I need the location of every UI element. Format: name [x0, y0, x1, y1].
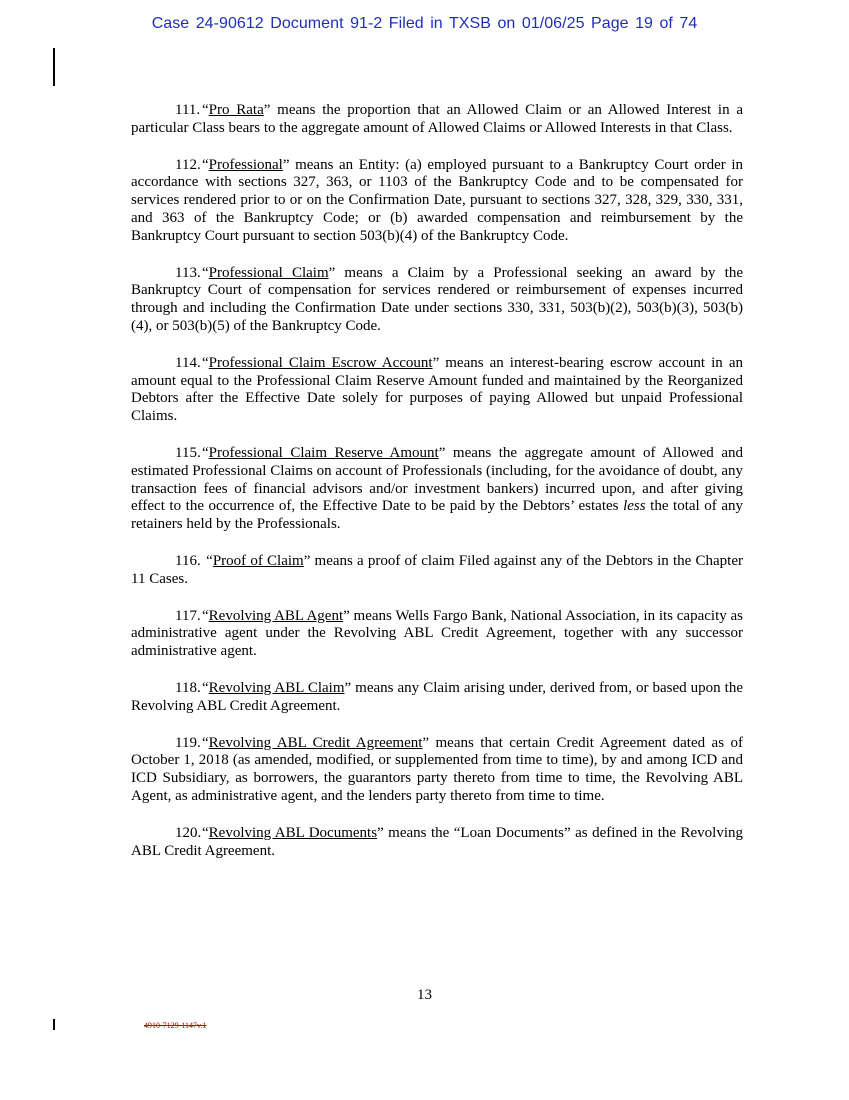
defined-term: Revolving ABL Claim	[208, 679, 345, 696]
case-header: Case 24-90612 Document 91-2 Filed in TXSB on 01/06/25 Page 19 of 74	[151, 15, 698, 32]
defined-term: Revolving ABL Credit Agreement	[208, 734, 423, 751]
defined-term: Pro Rata	[208, 102, 264, 118]
definition-text: ” means the proportion that an Allowed Claim or an Allowed Interest in a particular Class bears to the aggregate amount of Allowed Claims or Allowed Interests in that Class.	[131, 102, 744, 136]
definition-text: ” means the “Loan Documents” as defined in the Revolving ABL Credit Agreement.	[131, 824, 743, 859]
definition-paragraph: 115.“Professional Claim Reserve Amount” means the aggregate amount of Allowed and estimated Professional Claims on account of Professionals (including, for the avoidance of doubt, any transaction fees of financial advisors and/or investment bankers) incurred upon, and after giving effect to the occurrence of, the Effective Date to be paid by the Debtors’ estates less the total of any retainers held by the Professionals.	[131, 444, 743, 533]
definition-text-continued: the total of any retainers held by the Professionals.	[131, 498, 743, 533]
definition-text: ” means the aggregate amount of Allowed and estimated Professional Claims on account of Professionals (including, for the avoidance of doubt, any transaction fees of financial advisors and/or investment bankers) incurred upon, and after giving effect to the occurrence of, the Effective Date to be paid by the Debtors’ estates	[131, 444, 743, 515]
defined-term: Proof of Claim	[212, 552, 304, 569]
defined-term: Revolving ABL Agent	[208, 607, 344, 624]
paragraph-number: 116.	[175, 552, 201, 569]
page-number: 13	[417, 987, 432, 1003]
defined-term: Professional	[208, 156, 283, 173]
definition-paragraph: 113.“Professional Claim” means a Claim by a Professional seeking an award by the Bankruptcy Court of compensation for services rendered or reimbursement of expenses incurred through and including the Confirmation Date under sections 330, 331, 503(b)(2), 503(b)(3), 503(b)(4), or 503(b)(5) of the Bankruptcy Code.	[131, 264, 744, 334]
paragraph-number: 112.	[175, 156, 201, 173]
definition-paragraph: 120.“Revolving ABL Documents” means the “Loan Documents” as defined in the Revolving ABL Credit Agreement.	[131, 824, 743, 859]
definition-paragraph: 119.“Revolving ABL Credit Agreement” means that certain Credit Agreement dated as of October 1, 2018 (as amended, modified, or supplemented from time to time), by and among ICD and ICD Subsidiary, as borrowers, the guarantors party thereto from time to time, the Revolving ABL Agent, as administrative agent, and the lenders party thereto from time to time.	[131, 734, 743, 804]
change-bar-bottom	[53, 1019, 55, 1030]
definition-text: ” means any Claim arising under, derived from, or based upon the Revolving ABL Credit Agreement.	[131, 679, 743, 714]
definition-paragraph: 111. “Pro Rata” means the proportion that an Allowed Claim or an Allowed Interest in a particular Class bears to the aggregate amount of Allowed Claims or Allowed Interests in that Class.	[131, 102, 744, 136]
defined-term: Professional Claim Reserve Amount	[208, 444, 439, 461]
definition-paragraph: 117.“Revolving ABL Agent” means Wells Fargo Bank, National Association, in its capacity as administrative agent under the Revolving ABL Credit Agreement, together with any successor administrative agent.	[131, 607, 743, 660]
paragraph-number: 118.	[175, 679, 201, 696]
definition-text: ” means that certain Credit Agreement dated as of October 1, 2018 (as amended, modified, or supplemented from time to time), by and among ICD and ICD Subsidiary, as borrowers, the guarantors party thereto from time to time, the Revolving ABL Agent, as administrative agent, and the lenders party thereto from time to time.	[131, 734, 743, 804]
definition-paragraph: 116. “Proof of Claim” means a proof of claim Filed against any of the Debtors in the Chapter 11 Cases.	[131, 552, 743, 587]
paragraph-number: 114.	[175, 354, 201, 371]
definition-paragraph: 112.“Professional” means an Entity: (a) employed pursuant to a Bankruptcy Court order in accordance with sections 327, 363, or 1103 of the Bankruptcy Code and to be compensated for services rendered prior to or on the Confirmation Date, pursuant to sections 327, 328, 329, 330, 331, and 363 of the Bankruptcy Code; or (b) awarded compensation and reimbursement by the Bankruptcy Court pursuant to section 503(b)(4) of the Bankruptcy Code.	[131, 156, 743, 244]
paragraph-number: 120.	[175, 824, 202, 841]
definition-text: ” means a proof of claim Filed against any of the Debtors in the Chapter 11 Cases.	[131, 552, 743, 587]
defined-term: Professional Claim Escrow Account	[208, 354, 433, 371]
document-body	[131, 102, 743, 879]
definition-text: ” means Wells Fargo Bank, National Association, in its capacity as administrative agent under the Revolving ABL Credit Agreement, together with any successor administrative agent.	[131, 607, 743, 660]
paragraph-number: 111.	[175, 102, 201, 118]
definition-paragraph: 114.“Professional Claim Escrow Account” means an interest-bearing escrow account in an amount equal to the Professional Claim Reserve Amount funded and maintained by the Reorganized Debtors after the Effective Date solely for purposes of paying Allowed but unpaid Professional Claims.	[131, 354, 743, 425]
change-bar-top	[53, 48, 55, 86]
defined-term: Professional Claim	[208, 264, 329, 281]
paragraph-number: 115.	[175, 444, 201, 461]
definition-paragraph: 118.“Revolving ABL Claim” means any Claim arising under, derived from, or based upon the Revolving ABL Credit Agreement.	[131, 679, 743, 714]
paragraph-number: 113.	[175, 264, 201, 281]
definition-text: ” means an Entity: (a) employed pursuant to a Bankruptcy Court order in accordance with sections 327, 363, or 1103 of the Bankruptcy Code and to be compensated for services rendered prior to or on the Confirmation Date, pursuant to sections 327, 328, 329, 330, 331, and 363 of the Bankruptcy Code; or (b) awarded compensation and reimbursement by the Bankruptcy Court pursuant to section 503(b)(4) of the Bankruptcy Code.	[131, 156, 743, 244]
document-id: 4910-7129-1147v.1	[144, 1021, 207, 1030]
definition-text: ” means a Claim by a Professional seeking an award by the Bankruptcy Court of compensation for services rendered or reimbursement of expenses incurred through and including the Confirmation Date under sections 330, 331, 503(b)(2), 503(b)(3), 503(b)(4), or 503(b)(5) of the Bankruptcy Code.	[131, 264, 744, 334]
italic-word: less	[623, 498, 646, 515]
definition-text: ” means an interest-bearing escrow account in an amount equal to the Professional Claim Reserve Amount funded and maintained by the Reorganized Debtors after the Effective Date solely for purposes of paying Allowed but unpaid Professional Claims.	[131, 354, 743, 425]
paragraph-number: 117.	[175, 607, 201, 624]
defined-term: Revolving ABL Documents	[208, 824, 378, 841]
paragraph-number: 119.	[175, 734, 201, 751]
